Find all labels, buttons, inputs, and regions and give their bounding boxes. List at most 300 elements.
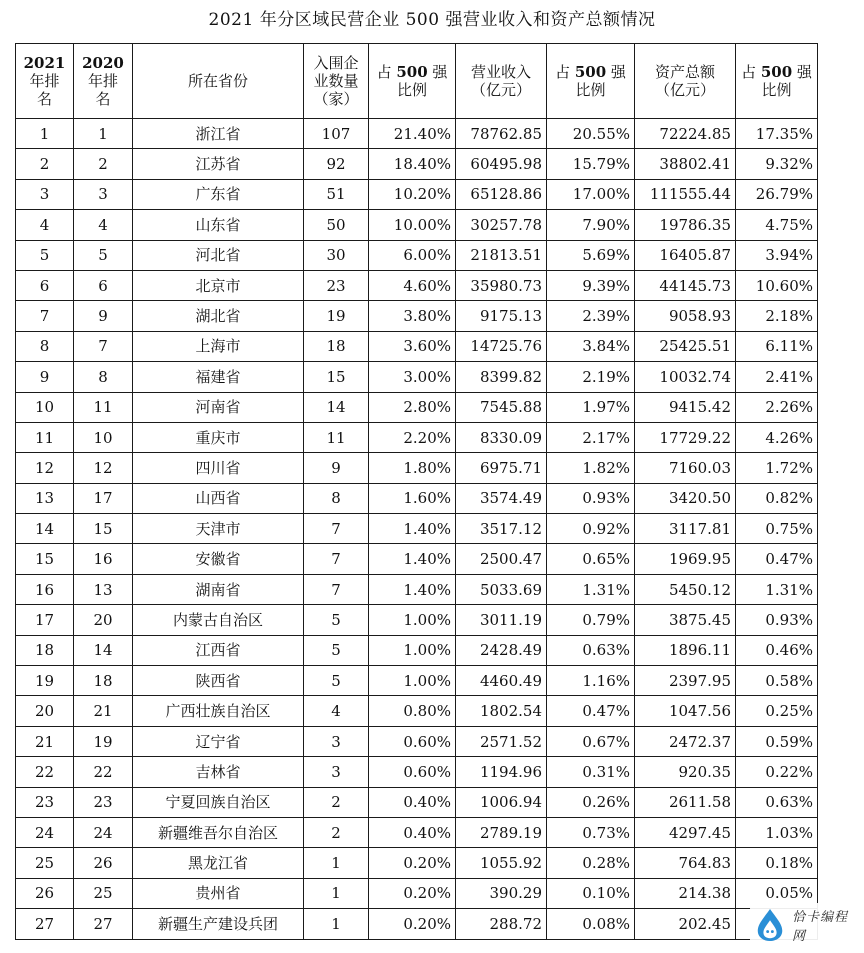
column-header-line: 名 (36, 90, 52, 108)
table-cell: 3517.12 (456, 514, 547, 544)
table-row (16, 666, 818, 696)
table-cell: 7 (16, 301, 74, 331)
table-cell: 2.18% (736, 301, 818, 331)
table-cell: 107 (304, 119, 369, 149)
table-cell: 广西壮族自治区 (133, 696, 304, 726)
table-cell: 0.67% (547, 726, 635, 756)
table-cell: 内蒙古自治区 (133, 605, 304, 635)
table-cell: 3574.49 (456, 483, 547, 513)
table-cell: 9415.42 (635, 392, 736, 422)
table-cell: 1.60% (369, 483, 456, 513)
table-cell: 2.26% (736, 392, 818, 422)
table-cell: 7545.88 (456, 392, 547, 422)
table-cell: 12 (74, 453, 133, 483)
table-cell: 1006.94 (456, 787, 547, 817)
table-cell: 0.92% (547, 514, 635, 544)
table-cell: 26.79% (736, 179, 818, 209)
table-cell: 4.75% (736, 210, 818, 240)
table-row (16, 909, 818, 939)
table-cell: 8399.82 (456, 362, 547, 392)
table-cell: 0.20% (369, 909, 456, 939)
table-cell: 5 (74, 240, 133, 270)
table-cell: 0.80% (369, 696, 456, 726)
table-cell: 北京市 (133, 270, 304, 300)
table-cell: 24 (16, 817, 74, 847)
table-row (16, 453, 818, 483)
table-cell: 0.82% (736, 483, 818, 513)
column-header (369, 44, 456, 119)
table-cell: 陕西省 (133, 666, 304, 696)
table-cell: 0.93% (547, 483, 635, 513)
table-row (16, 757, 818, 787)
table-cell: 1 (304, 909, 369, 939)
table-cell: 贵州省 (133, 878, 304, 908)
table-cell: 15 (74, 514, 133, 544)
table-cell: 安徽省 (133, 544, 304, 574)
table-cell: 0.10% (547, 878, 635, 908)
column-header-line: 占 500 强 (555, 63, 626, 81)
table-cell: 1.82% (547, 453, 635, 483)
table-cell: 6 (74, 270, 133, 300)
column-header (635, 44, 736, 119)
table-cell: 111555.44 (635, 179, 736, 209)
table-cell: 5 (304, 666, 369, 696)
column-header-line: 入围企 (313, 54, 359, 72)
table-row (16, 544, 818, 574)
table-cell: 2.20% (369, 422, 456, 452)
table-row (16, 696, 818, 726)
column-header-line: 业数量 (313, 72, 359, 90)
table-cell: 上海市 (133, 331, 304, 361)
table-cell: 3011.19 (456, 605, 547, 635)
table-cell: 1.00% (369, 666, 456, 696)
table-cell: 3.80% (369, 301, 456, 331)
table-cell: 26 (16, 878, 74, 908)
table-cell: 1047.56 (635, 696, 736, 726)
table-cell: 15 (16, 544, 74, 574)
column-header-line: 占 500 强 (376, 63, 448, 81)
table-cell: 20.55% (547, 119, 635, 149)
table-cell: 390.29 (456, 878, 547, 908)
table-cell: 9 (16, 362, 74, 392)
table-cell: 重庆市 (133, 422, 304, 452)
table-cell: 2.80% (369, 392, 456, 422)
table-cell: 1.40% (369, 514, 456, 544)
table-cell: 1 (74, 119, 133, 149)
table-cell: 5 (304, 635, 369, 665)
table-cell: 10 (16, 392, 74, 422)
table-cell: 河北省 (133, 240, 304, 270)
table-cell: 12 (16, 453, 74, 483)
table-cell: 4 (16, 210, 74, 240)
table-cell: 2397.95 (635, 666, 736, 696)
table-cell: 2789.19 (456, 817, 547, 847)
table-cell: 9 (304, 453, 369, 483)
table-cell: 3875.45 (635, 605, 736, 635)
table-cell: 0.60% (369, 726, 456, 756)
table-cell: 5 (304, 605, 369, 635)
table-cell: 6 (16, 270, 74, 300)
table-cell: 1.97% (547, 392, 635, 422)
table-cell: 202.45 (635, 909, 736, 939)
table-row (16, 878, 818, 908)
table-cell: 14 (16, 514, 74, 544)
table-cell: 8 (304, 483, 369, 513)
table-cell: 3.60% (369, 331, 456, 361)
table-cell: 福建省 (133, 362, 304, 392)
table-cell: 0.40% (369, 787, 456, 817)
table-cell: 764.83 (635, 848, 736, 878)
table-cell: 21.40% (369, 119, 456, 149)
table-row (16, 179, 818, 209)
table-row (16, 726, 818, 756)
table-cell: 3.84% (547, 331, 635, 361)
table-cell: 0.63% (547, 635, 635, 665)
table-cell: 920.35 (635, 757, 736, 787)
column-header-line: （家） (313, 90, 359, 108)
table-cell: 26 (74, 848, 133, 878)
table-cell: 2.17% (547, 422, 635, 452)
table-cell: 72224.85 (635, 119, 736, 149)
table-cell: 新疆生产建设兵团 (133, 909, 304, 939)
table-cell: 0.63% (736, 787, 818, 817)
column-header-line: （亿元） (654, 81, 715, 99)
column-header-line: 营业收入 (470, 63, 531, 81)
table-cell: 4460.49 (456, 666, 547, 696)
table-row (16, 574, 818, 604)
table-cell: 4.26% (736, 422, 818, 452)
table-cell: 214.38 (635, 878, 736, 908)
table-row (16, 422, 818, 452)
table-cell: 6975.71 (456, 453, 547, 483)
table-cell: 8330.09 (456, 422, 547, 452)
table-cell: 16 (74, 544, 133, 574)
table-cell: 0.25% (736, 696, 818, 726)
table-cell: 0.26% (547, 787, 635, 817)
table-cell: 2.39% (547, 301, 635, 331)
table-cell: 60495.98 (456, 149, 547, 179)
table-cell: 21813.51 (456, 240, 547, 270)
table-cell: 0.65% (547, 544, 635, 574)
table-cell: 天津市 (133, 514, 304, 544)
table-cell: 2 (16, 149, 74, 179)
table-cell: 浙江省 (133, 119, 304, 149)
table-cell: 6.11% (736, 331, 818, 361)
table-cell: 0.40% (369, 817, 456, 847)
table-cell: 9.32% (736, 149, 818, 179)
table-cell: 新疆维吾尔自治区 (133, 817, 304, 847)
table-cell: 24 (74, 817, 133, 847)
table-cell: 0.73% (547, 817, 635, 847)
column-header (547, 44, 635, 119)
column-header-line: 资产总额 (654, 63, 715, 81)
table-body (16, 119, 818, 940)
column-header-line: 年排 (87, 72, 118, 90)
table-cell: 1802.54 (456, 696, 547, 726)
table-cell: 3117.81 (635, 514, 736, 544)
table-cell: 25425.51 (635, 331, 736, 361)
table-cell: 8 (74, 362, 133, 392)
table-row (16, 119, 818, 149)
table-cell: 3 (304, 757, 369, 787)
table-cell: 0.79% (547, 605, 635, 635)
table-cell: 21 (74, 696, 133, 726)
table-cell: 2500.47 (456, 544, 547, 574)
table-cell: 1 (304, 878, 369, 908)
table-cell: 1969.95 (635, 544, 736, 574)
table-cell: 19786.35 (635, 210, 736, 240)
table-cell: 1.31% (547, 574, 635, 604)
table-cell: 38802.41 (635, 149, 736, 179)
table-cell: 10.00% (369, 210, 456, 240)
column-header (304, 44, 369, 119)
table-cell: 1.40% (369, 544, 456, 574)
table-cell: 13 (16, 483, 74, 513)
table-cell: 30257.78 (456, 210, 547, 240)
table-cell: 1.80% (369, 453, 456, 483)
table-cell: 4297.45 (635, 817, 736, 847)
table-cell: 5.69% (547, 240, 635, 270)
table-cell: 湖北省 (133, 301, 304, 331)
table-cell: 0.46% (736, 635, 818, 665)
table-cell: 1 (16, 119, 74, 149)
table-cell: 288.72 (456, 909, 547, 939)
table-cell: 0.08% (547, 909, 635, 939)
table-cell: 7 (74, 331, 133, 361)
table-cell: 3.94% (736, 240, 818, 270)
table-cell: 0.20% (369, 848, 456, 878)
table-cell: 9175.13 (456, 301, 547, 331)
table-cell: 3 (16, 179, 74, 209)
table-cell: 1 (304, 848, 369, 878)
table-cell: 19 (304, 301, 369, 331)
table-cell: 65128.86 (456, 179, 547, 209)
table-row (16, 635, 818, 665)
table-cell: 9 (74, 301, 133, 331)
table-row (16, 514, 818, 544)
table-cell: 30 (304, 240, 369, 270)
table-cell: 4.60% (369, 270, 456, 300)
table-cell: 广东省 (133, 179, 304, 209)
table-row (16, 483, 818, 513)
table-cell: 10032.74 (635, 362, 736, 392)
table-cell: 5450.12 (635, 574, 736, 604)
table-cell: 17.00% (547, 179, 635, 209)
table-cell: 5033.69 (456, 574, 547, 604)
column-header (456, 44, 547, 119)
table-cell: 2.19% (547, 362, 635, 392)
table-cell: 44145.73 (635, 270, 736, 300)
table-cell: 18 (74, 666, 133, 696)
table-cell: 0.75% (736, 514, 818, 544)
column-header-line: 比例 (575, 81, 606, 99)
table-cell: 江西省 (133, 635, 304, 665)
table-cell: 1.16% (547, 666, 635, 696)
table-cell: 7.90% (547, 210, 635, 240)
table-cell: 17.35% (736, 119, 818, 149)
table-cell: 22 (16, 757, 74, 787)
table-cell: 16405.87 (635, 240, 736, 270)
column-header-line: 所在省份 (187, 72, 248, 90)
flame-drop-logo-icon (754, 906, 786, 944)
table-cell: 湖南省 (133, 574, 304, 604)
column-header-line: 比例 (396, 81, 427, 99)
table-cell: 9058.93 (635, 301, 736, 331)
table-cell: 4 (304, 696, 369, 726)
table-cell: 25 (16, 848, 74, 878)
column-header-line: 名 (95, 90, 111, 108)
table-cell: 0.47% (547, 696, 635, 726)
table-cell: 17729.22 (635, 422, 736, 452)
table-cell: 3420.50 (635, 483, 736, 513)
table-cell: 1.72% (736, 453, 818, 483)
table-cell: 3.00% (369, 362, 456, 392)
table-cell: 27 (74, 909, 133, 939)
table-cell: 21 (16, 726, 74, 756)
table-cell: 1194.96 (456, 757, 547, 787)
table-cell: 78762.85 (456, 119, 547, 149)
table-cell: 1.40% (369, 574, 456, 604)
table-row (16, 605, 818, 635)
table-row (16, 240, 818, 270)
table-cell: 19 (16, 666, 74, 696)
table-cell: 3 (304, 726, 369, 756)
table-cell: 20 (16, 696, 74, 726)
table-cell: 20 (74, 605, 133, 635)
table-cell: 0.28% (547, 848, 635, 878)
table-cell: 4 (74, 210, 133, 240)
table-cell: 10 (74, 422, 133, 452)
table-cell: 0.58% (736, 666, 818, 696)
table-cell: 19 (74, 726, 133, 756)
table-cell: 0.31% (547, 757, 635, 787)
table-cell: 35980.73 (456, 270, 547, 300)
table-row (16, 210, 818, 240)
table-cell: 7 (304, 514, 369, 544)
table-cell: 50 (304, 210, 369, 240)
table-cell: 2428.49 (456, 635, 547, 665)
table-cell: 2 (304, 817, 369, 847)
table-cell: 18 (16, 635, 74, 665)
table-cell: 1.00% (369, 635, 456, 665)
column-header-line: 年排 (29, 72, 60, 90)
table-cell: 14 (304, 392, 369, 422)
table-cell: 7 (304, 574, 369, 604)
table-cell: 0.05% (736, 878, 818, 908)
table-cell: 22 (74, 757, 133, 787)
column-header (16, 44, 74, 119)
table-cell: 7160.03 (635, 453, 736, 483)
table-cell: 2611.58 (635, 787, 736, 817)
column-header-line: 2021 (23, 54, 66, 72)
header-row (16, 44, 818, 119)
table-cell: 山东省 (133, 210, 304, 240)
table-cell: 宁夏回族自治区 (133, 787, 304, 817)
table-cell: 山西省 (133, 483, 304, 513)
table-cell: 11 (16, 422, 74, 452)
table-cell: 0.18% (736, 848, 818, 878)
table-cell: 1.03% (736, 817, 818, 847)
table-cell: 5 (16, 240, 74, 270)
column-header (74, 44, 133, 119)
table-cell: 江苏省 (133, 149, 304, 179)
table-cell: 13 (74, 574, 133, 604)
table-cell: 16 (16, 574, 74, 604)
table-row (16, 301, 818, 331)
data-table (15, 43, 818, 940)
table-cell: 6.00% (369, 240, 456, 270)
column-header-line: 占 500 强 (741, 63, 812, 81)
table-cell: 0.47% (736, 544, 818, 574)
table-row (16, 362, 818, 392)
table-cell: 辽宁省 (133, 726, 304, 756)
table-cell: 9.39% (547, 270, 635, 300)
table-cell: 8 (16, 331, 74, 361)
table-cell: 23 (74, 787, 133, 817)
table-cell: 25 (74, 878, 133, 908)
table-cell: 51 (304, 179, 369, 209)
table-cell: 3 (74, 179, 133, 209)
table-cell: 17 (16, 605, 74, 635)
table-row (16, 331, 818, 361)
table-cell: 10.60% (736, 270, 818, 300)
table-cell: 0.60% (369, 757, 456, 787)
table-cell: 0.93% (736, 605, 818, 635)
table-cell: 2472.37 (635, 726, 736, 756)
table-cell: 14 (74, 635, 133, 665)
table-cell: 2 (304, 787, 369, 817)
table-cell: 7 (304, 544, 369, 574)
column-header-line: 2020 (82, 54, 124, 72)
table-cell: 15 (304, 362, 369, 392)
column-header (133, 44, 304, 119)
table-cell: 11 (304, 422, 369, 452)
table-row (16, 270, 818, 300)
table-cell: 0.59% (736, 726, 818, 756)
table-cell: 黑龙江省 (133, 848, 304, 878)
table-cell: 18.40% (369, 149, 456, 179)
table-header (16, 44, 818, 119)
column-header-line: 比例 (761, 81, 792, 99)
table-cell: 2.41% (736, 362, 818, 392)
table-cell: 17 (74, 483, 133, 513)
table-cell: 2571.52 (456, 726, 547, 756)
table-cell: 23 (16, 787, 74, 817)
table-row (16, 392, 818, 422)
table-cell: 1.00% (369, 605, 456, 635)
table-cell: 吉林省 (133, 757, 304, 787)
table-cell: 15.79% (547, 149, 635, 179)
table-cell: 23 (304, 270, 369, 300)
table-row (16, 149, 818, 179)
table-cell: 18 (304, 331, 369, 361)
table-cell: 10.20% (369, 179, 456, 209)
table-cell: 四川省 (133, 453, 304, 483)
table-cell: 河南省 (133, 392, 304, 422)
table-cell: 27 (16, 909, 74, 939)
table-row (16, 817, 818, 847)
table-cell: 2 (74, 149, 133, 179)
table-cell: 92 (304, 149, 369, 179)
watermark-text: 恰卡编程网 (792, 910, 849, 944)
table-cell: 1055.92 (456, 848, 547, 878)
table-cell: 0.22% (736, 757, 818, 787)
column-header (736, 44, 818, 119)
table-cell: 1.31% (736, 574, 818, 604)
table-cell: 11 (74, 392, 133, 422)
table-cell: 1896.11 (635, 635, 736, 665)
table-title: 2021 年分区域民营企业 500 强营业收入和资产总额情况 (208, 10, 656, 30)
